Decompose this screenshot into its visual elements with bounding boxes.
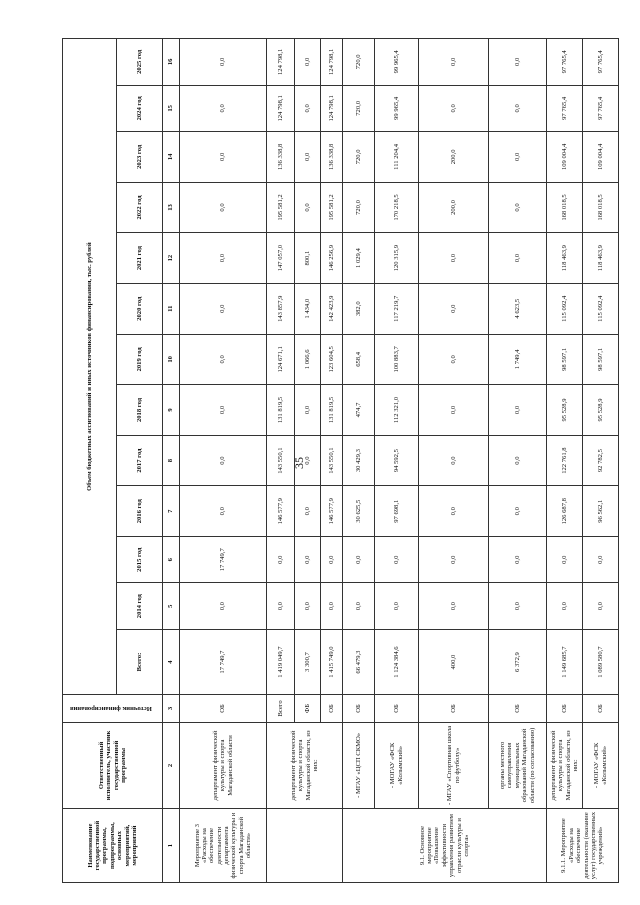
row-year-value: 97 765,4 (583, 39, 619, 86)
row-year-value: 122 761,8 (547, 435, 583, 486)
row-year-value: 17 749,7 (180, 537, 267, 583)
row-year-value: 0,0 (489, 537, 547, 583)
row-year-value: 98 597,1 (583, 334, 619, 385)
row-year-value: 0,0 (180, 583, 267, 629)
row-year-value: 97 765,4 (583, 85, 619, 131)
column-number: 12 (163, 233, 180, 284)
row-year-value: 0,0 (295, 583, 321, 629)
row-year-value: 0,0 (489, 132, 547, 183)
row-year-value: 0,0 (180, 435, 267, 486)
header-source (63, 695, 163, 722)
table-row (180, 39, 267, 883)
row-total-value: 17 749,7 (180, 629, 267, 694)
row-year-value: 0,0 (489, 233, 547, 284)
row-year-value: 195 581,2 (267, 182, 295, 233)
row-year-value: 0,0 (180, 486, 267, 537)
row-year-value: 146 256,9 (321, 233, 343, 284)
column-number-row (163, 39, 180, 883)
row-year-value: 109 004,4 (547, 132, 583, 183)
row-year-value: 0,0 (180, 85, 267, 131)
row-total-value: 1 415 749,0 (321, 629, 343, 694)
table-row (343, 39, 375, 883)
row-year-value: 0,0 (295, 385, 321, 436)
row-year-value: 124 798,1 (321, 39, 343, 86)
row-year-value: 120 315,9 (375, 233, 419, 284)
row-source: ОБ (180, 695, 267, 722)
row-executor: департамент физической культуры и спорта Магаданской области, из них: (267, 722, 343, 809)
row-year-value: 97 698,1 (375, 486, 419, 537)
row-year-value: 0,0 (180, 132, 267, 183)
row-year-value: 123 604,5 (321, 334, 343, 385)
row-year-value: 0,0 (343, 583, 375, 629)
row-year-value: 146 577,9 (321, 486, 343, 537)
row-year-value: 168 018,5 (547, 182, 583, 233)
row-year-value: 1 749,4 (489, 334, 547, 385)
row-total-value: 1 149 685,7 (547, 629, 583, 694)
row-year-value: 0,0 (295, 39, 321, 86)
column-number: 15 (163, 85, 180, 131)
row-total-value: 400,0 (419, 629, 489, 694)
row-total-value: 1 419 049,7 (267, 629, 295, 694)
column-number: 6 (163, 537, 180, 583)
row-year-value: 0,0 (295, 435, 321, 486)
row-year-value: 97 765,4 (547, 85, 583, 131)
table-row (375, 39, 419, 883)
row-year-value: 168 018,5 (583, 182, 619, 233)
header-year: 2014 год (117, 583, 163, 629)
table-row (419, 39, 489, 883)
row-year-value: 124 798,1 (267, 39, 295, 86)
header-name: Наименование государственной программы, подпрограммы, основных мероприятий, мероприятий (63, 809, 163, 883)
rotated-table-container (62, 38, 637, 883)
row-year-value: 0,0 (267, 537, 295, 583)
row-year-value: 474,7 (343, 385, 375, 436)
row-name: Мероприятие 3 «Расходы на обеспечение деятельности департамента физической культуры и спорта Магаданской области» (180, 809, 267, 883)
row-year-value: 0,0 (419, 537, 489, 583)
row-year-value: 0,0 (419, 486, 489, 537)
header-year: 2015 год (117, 537, 163, 583)
row-name (267, 809, 343, 883)
row-source: ОБ (375, 695, 419, 722)
row-year-value: 0,0 (547, 583, 583, 629)
row-executor: - МГАУ «ЦСП СКМО» (343, 722, 375, 809)
row-year-value: 0,0 (180, 334, 267, 385)
row-year-value: 0,0 (321, 537, 343, 583)
row-year-value: 0,0 (489, 385, 547, 436)
row-year-value: 124 798,1 (267, 85, 295, 131)
row-year-value: 118 463,9 (583, 233, 619, 284)
header-year: 2018 год (117, 385, 163, 436)
row-source: ОБ (489, 695, 547, 722)
row-year-value: 0,0 (489, 486, 547, 537)
row-year-value: 0,0 (343, 537, 375, 583)
row-year-value: 0,0 (419, 435, 489, 486)
header-year: 2019 год (117, 334, 163, 385)
row-year-value: 126 687,8 (547, 486, 583, 537)
row-year-value: 95 528,9 (547, 385, 583, 436)
row-year-value: 0,0 (419, 334, 489, 385)
header-year: 2021 год (117, 233, 163, 284)
row-year-value: 124 671,1 (267, 334, 295, 385)
row-year-value: 0,0 (419, 233, 489, 284)
column-number: 7 (163, 486, 180, 537)
row-year-value: 146 577,9 (267, 486, 295, 537)
row-year-value: 118 463,9 (547, 233, 583, 284)
row-name: 9.1. Основное мероприятие «Повышение эффективности управления развитием отрасли культуры и спорта» (343, 809, 547, 883)
row-year-value: 112 321,0 (375, 385, 419, 436)
row-year-value: 170 218,5 (375, 182, 419, 233)
header-year: 2025 год (117, 39, 163, 86)
column-number: 1 (163, 809, 180, 883)
row-executor: - МОГАУ «ФСК «Колымский» (375, 722, 419, 809)
row-year-value: 0,0 (375, 583, 419, 629)
row-year-value: 97 765,4 (547, 39, 583, 86)
row-year-value: 720,0 (343, 182, 375, 233)
row-source: ОБ (547, 695, 583, 722)
row-year-value: 99 965,4 (375, 85, 419, 131)
table-row (489, 39, 547, 883)
row-year-value: 95 528,9 (583, 385, 619, 436)
row-year-value: 94 592,5 (375, 435, 419, 486)
row-year-value: 0,0 (321, 583, 343, 629)
row-year-value: 30 625,5 (343, 486, 375, 537)
page-number: 35 (292, 457, 306, 469)
row-year-value: 1 029,4 (343, 233, 375, 284)
table-row (267, 39, 295, 883)
column-number: 8 (163, 435, 180, 486)
row-year-value: 0,0 (180, 182, 267, 233)
column-number: 10 (163, 334, 180, 385)
row-year-value: 658,4 (343, 334, 375, 385)
row-year-value: 0,0 (489, 182, 547, 233)
row-year-value: 111 204,4 (375, 132, 419, 183)
row-total-value: 66 479,3 (343, 629, 375, 694)
budget-table (62, 38, 619, 883)
row-year-value: 200,0 (419, 132, 489, 183)
row-year-value: 200,0 (419, 182, 489, 233)
row-year-value: 0,0 (180, 233, 267, 284)
row-name: 9.1.1. Мероприятие «Расходы на обеспечение деятельности (оказание услуг) государственных учреждений» (547, 809, 619, 883)
row-year-value: 1 066,6 (295, 334, 321, 385)
row-year-value: 124 798,1 (321, 85, 343, 131)
header-year: 2017 год (117, 435, 163, 486)
row-year-value: 136 338,8 (267, 132, 295, 183)
header-source-label: Источник финансирования (70, 705, 153, 713)
row-year-value: 0,0 (295, 486, 321, 537)
row-year-value: 1 434,0 (295, 283, 321, 334)
table-row (583, 39, 619, 883)
row-year-value: 131 819,5 (267, 385, 295, 436)
row-year-value: 0,0 (180, 283, 267, 334)
header-year: 2022 год (117, 182, 163, 233)
row-year-value: 143 857,9 (267, 283, 295, 334)
row-year-value: 117 219,7 (375, 283, 419, 334)
row-year-value: 0,0 (267, 583, 295, 629)
row-year-value: 4 623,5 (489, 283, 547, 334)
row-year-value: 131 819,5 (321, 385, 343, 436)
row-year-value: 143 550,1 (267, 435, 295, 486)
row-year-value: 0,0 (375, 537, 419, 583)
row-total-value: 1 124 384,6 (375, 629, 419, 694)
row-year-value: 98 597,1 (547, 334, 583, 385)
row-year-value: 0,0 (583, 537, 619, 583)
row-year-value: 0,0 (419, 39, 489, 86)
header-row-top (63, 39, 117, 883)
row-year-value: 0,0 (583, 583, 619, 629)
row-year-value: 143 550,1 (321, 435, 343, 486)
header-total: Всего: (117, 629, 163, 694)
row-year-value: 0,0 (180, 39, 267, 86)
row-year-value: 382,0 (343, 283, 375, 334)
column-number: 4 (163, 629, 180, 694)
row-year-value: 0,0 (489, 39, 547, 86)
row-executor: органы местного самоуправления муниципальных образований Магаданской области (по согласованию) (489, 722, 547, 809)
row-source: ОБ (321, 695, 343, 722)
row-executor: департамент физической культуры и спорта Магаданской области (180, 722, 267, 809)
row-year-value: 0,0 (547, 537, 583, 583)
row-year-value: 142 423,9 (321, 283, 343, 334)
row-total-value: 6 372,9 (489, 629, 547, 694)
row-year-value: 0,0 (489, 435, 547, 486)
row-source: ОБ (343, 695, 375, 722)
row-source: ОБ (583, 695, 619, 722)
row-source: ФБ (295, 695, 321, 722)
row-year-value: 0,0 (419, 583, 489, 629)
row-year-value: 115 092,4 (583, 283, 619, 334)
row-year-value: 800,1 (295, 233, 321, 284)
row-year-value: 0,0 (295, 85, 321, 131)
row-year-value: 0,0 (295, 132, 321, 183)
header-year: 2024 год (117, 85, 163, 131)
column-number: 14 (163, 132, 180, 183)
row-year-value: 96 562,1 (583, 486, 619, 537)
row-year-value: 136 338,8 (321, 132, 343, 183)
column-number: 11 (163, 283, 180, 334)
header-year: 2016 год (117, 486, 163, 537)
row-source: ОБ (419, 695, 489, 722)
row-source: Всего (267, 695, 295, 722)
row-year-value: 720,0 (343, 85, 375, 131)
header-volume: Объем бюджетных ассигнований и иных источников финансирования, тыс. рублей (63, 39, 117, 695)
column-number: 2 (163, 722, 180, 809)
row-year-value: 30 429,3 (343, 435, 375, 486)
row-year-value: 0,0 (295, 537, 321, 583)
header-executor: Ответственный исполнитель, участник государственной программы (63, 722, 163, 809)
column-number: 5 (163, 583, 180, 629)
column-number: 3 (163, 695, 180, 722)
row-year-value: 100 883,7 (375, 334, 419, 385)
header-year: 2023 год (117, 132, 163, 183)
row-total-value: 3 300,7 (295, 629, 321, 694)
row-year-value: 0,0 (180, 385, 267, 436)
row-year-value: 0,0 (419, 85, 489, 131)
row-year-value: 195 581,2 (321, 182, 343, 233)
row-executor: - МГАУ «Спортивная школа по футболу» (419, 722, 489, 809)
table-row (547, 39, 583, 883)
row-year-value: 0,0 (489, 583, 547, 629)
row-year-value: 115 092,4 (547, 283, 583, 334)
header-year: 2020 год (117, 283, 163, 334)
row-year-value: 147 057,0 (267, 233, 295, 284)
row-year-value: 109 004,4 (583, 132, 619, 183)
row-year-value: 92 782,5 (583, 435, 619, 486)
row-year-value: 0,0 (419, 283, 489, 334)
column-number: 16 (163, 39, 180, 86)
row-year-value: 0,0 (489, 85, 547, 131)
row-year-value: 99 965,4 (375, 39, 419, 86)
column-number: 9 (163, 385, 180, 436)
row-executor: департамент физической культуры и спорта Магаданской области, из них: (547, 722, 583, 809)
row-total-value: 1 089 580,7 (583, 629, 619, 694)
row-year-value: 0,0 (419, 385, 489, 436)
row-year-value: 720,0 (343, 132, 375, 183)
row-year-value: 0,0 (295, 182, 321, 233)
row-executor: - МОГАУ «ФСК «Колымский» (583, 722, 619, 809)
row-year-value: 720,0 (343, 39, 375, 86)
column-number: 13 (163, 182, 180, 233)
